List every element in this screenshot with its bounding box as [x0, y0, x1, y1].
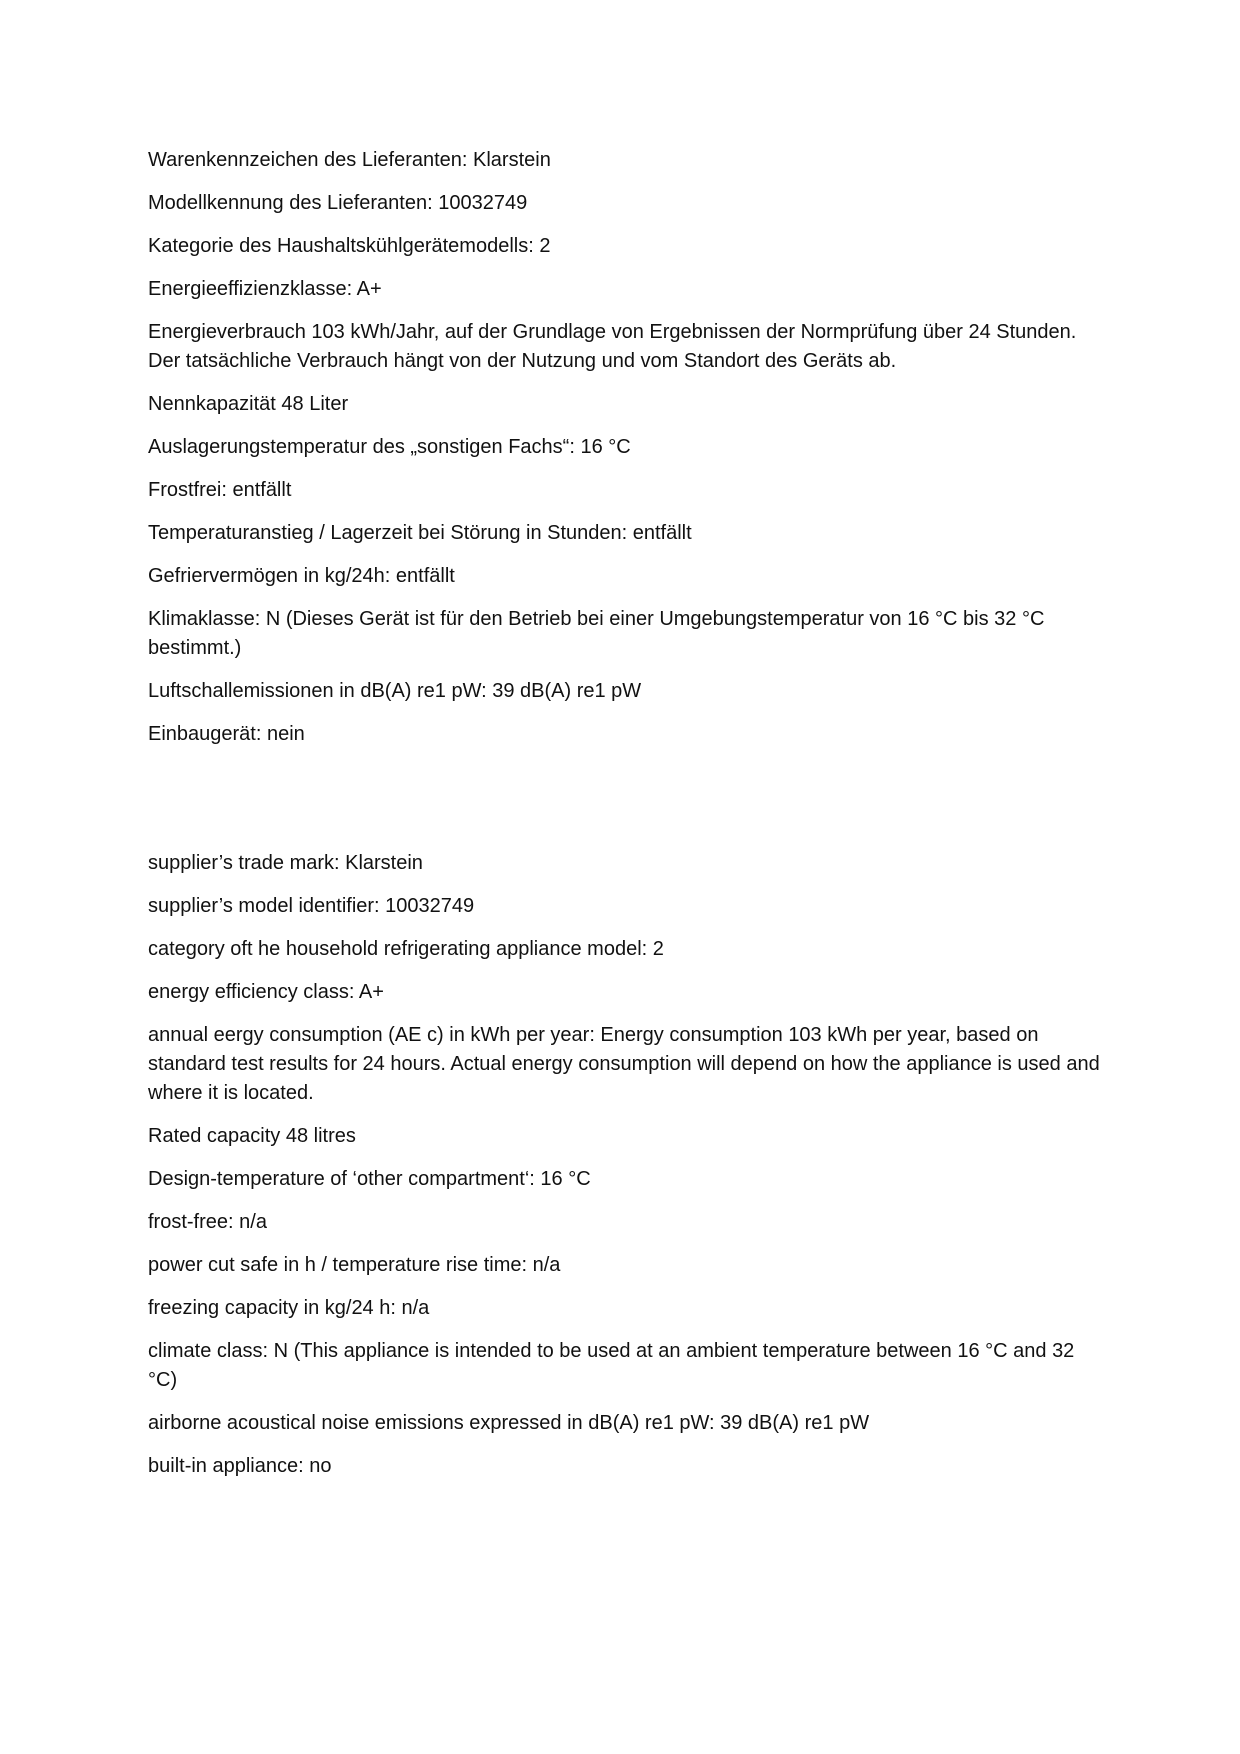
rated-capacity-de: Nennkapazität 48 Liter: [148, 393, 349, 415]
model-identifier-en: supplier’s model identifier: 10032749: [148, 895, 475, 917]
energy-consumption-de: Energieverbrauch 103 kWh/Jahr, auf der Grundlage von Ergebnissen der Normprüfung über 24 Stunden. Der tatsächliche Verbrauch hängt von der Nutzung und vom Standort des Geräts ab.: [148, 321, 1077, 372]
category-en: category oft he household refrigerating appliance model: 2: [148, 938, 664, 960]
freezing-capacity-de: Gefriervermögen in kg/24h: entfällt: [148, 565, 455, 587]
design-temperature-en: Design-temperature of ‘other compartment‘: 16 °C: [148, 1168, 591, 1190]
temperature-rise-en: power cut safe in h / temperature rise time: n/a: [148, 1254, 561, 1276]
german-product-info: [148, 146, 1108, 763]
english-product-info: [148, 849, 1108, 1495]
frost-free-de: Frostfrei: entfällt: [148, 479, 292, 501]
frost-free-en: frost-free: n/a: [148, 1211, 267, 1233]
model-identifier-de: Modellkennung des Lieferanten: 10032749: [148, 192, 528, 214]
energy-class-en: energy efficiency class: A+: [148, 981, 384, 1003]
noise-emissions-de: Luftschallemissionen in dB(A) re1 pW: 39 dB(A) re1 pW: [148, 680, 642, 702]
noise-emissions-en: airborne acoustical noise emissions expressed in dB(A) re1 pW: 39 dB(A) re1 pW: [148, 1412, 870, 1434]
built-in-de: Einbaugerät: nein: [148, 723, 305, 745]
energy-consumption-en: annual eergy consumption (AE c) in kWh per year: Energy consumption 103 kWh per year, based on standard test results for 24 hours. Actual energy consumption will depend on how the appliance is used and where it is located.: [148, 1024, 1100, 1104]
category-de: Kategorie des Haushaltskühlgerätemodells: 2: [148, 235, 551, 257]
design-temperature-de: Auslagerungstemperatur des „sonstigen Fachs“: 16 °C: [148, 436, 631, 458]
climate-class-de: Klimaklasse: N (Dieses Gerät ist für den Betrieb bei einer Umgebungstemperatur von 16 °C bis 32 °C bestimmt.): [148, 608, 1045, 659]
energy-class-de: Energieeffizienzklasse: A+: [148, 278, 382, 300]
temperature-rise-de: Temperaturanstieg / Lagerzeit bei Störung in Stunden: entfällt: [148, 522, 692, 544]
built-in-en: built-in appliance: no: [148, 1455, 332, 1477]
climate-class-en: climate class: N (This appliance is intended to be used at an ambient temperature between 16 °C and 32 °C): [148, 1340, 1075, 1391]
trade-mark-de: Warenkennzeichen des Lieferanten: Klarstein: [148, 149, 551, 171]
rated-capacity-en: Rated capacity 48 litres: [148, 1125, 356, 1147]
trade-mark-en: supplier’s trade mark: Klarstein: [148, 852, 423, 874]
freezing-capacity-en: freezing capacity in kg/24 h: n/a: [148, 1297, 430, 1319]
